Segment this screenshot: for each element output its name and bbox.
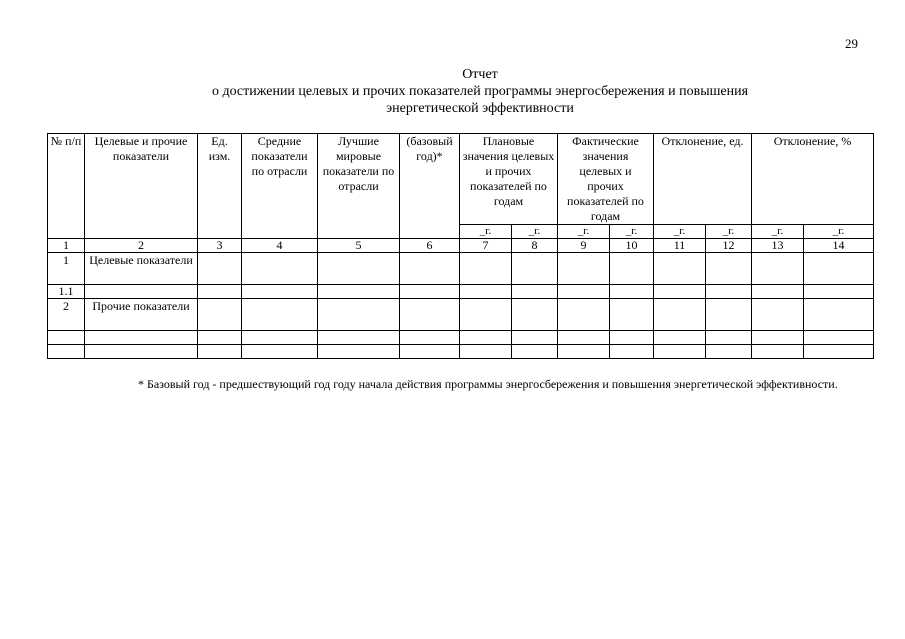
table-cell — [706, 331, 752, 345]
header-indicators: Целевые и прочие показатели — [85, 134, 198, 239]
table-cell — [512, 253, 558, 285]
table-cell — [558, 345, 610, 359]
header-planned-values: Плановые значения целевых и прочих показателей по годам — [460, 134, 558, 225]
year-cell: _г. — [558, 225, 610, 239]
table-cell — [512, 299, 558, 331]
header-num: № п/п — [48, 134, 85, 239]
report-table — [47, 133, 874, 359]
table-cell — [752, 253, 804, 285]
title-line-1: Отчет — [462, 67, 498, 82]
table-cell — [558, 331, 610, 345]
table-cell — [198, 253, 242, 285]
row-name — [85, 345, 198, 359]
table-cell — [610, 331, 654, 345]
year-cell: _г. — [610, 225, 654, 239]
column-number: 3 — [198, 239, 242, 253]
table-cell — [460, 345, 512, 359]
table-cell — [610, 299, 654, 331]
table-cell — [318, 299, 400, 331]
column-number-row — [48, 239, 874, 253]
header-deviation-units: Отклонение, ед. — [654, 134, 752, 225]
table-cell — [512, 285, 558, 299]
table-row — [48, 285, 874, 299]
column-number: 14 — [804, 239, 874, 253]
table-cell — [558, 285, 610, 299]
year-cell: _г. — [804, 225, 874, 239]
header-industry-average: Средние показатели по отрасли — [242, 134, 318, 239]
year-cell: _г. — [752, 225, 804, 239]
year-cell: _г. — [460, 225, 512, 239]
table-row — [48, 345, 874, 359]
column-number: 6 — [400, 239, 460, 253]
row-number — [48, 331, 85, 345]
row-name — [85, 285, 198, 299]
column-number: 8 — [512, 239, 558, 253]
table-cell — [198, 285, 242, 299]
table-cell — [400, 285, 460, 299]
table-cell — [400, 331, 460, 345]
table-cell — [242, 253, 318, 285]
table-cell — [400, 253, 460, 285]
column-number: 2 — [85, 239, 198, 253]
table-cell — [198, 345, 242, 359]
table-cell — [242, 331, 318, 345]
title-line-3: энергетической эффективности — [386, 101, 574, 116]
header-actual-values: Фактические значения целевых и прочих показателей по годам — [558, 134, 654, 225]
table-row — [48, 331, 874, 345]
column-number: 10 — [610, 239, 654, 253]
year-cell: _г. — [512, 225, 558, 239]
table-cell — [460, 253, 512, 285]
header-deviation-percent: Отклонение, % — [752, 134, 874, 225]
table-cell — [460, 299, 512, 331]
row-number: 2 — [48, 299, 85, 331]
header-world-best: Лучшие мировые показатели по отрасли — [318, 134, 400, 239]
table-cell — [654, 331, 706, 345]
header-unit: Ед. изм. — [198, 134, 242, 239]
table-cell — [804, 253, 874, 285]
table-cell — [804, 331, 874, 345]
column-number: 5 — [318, 239, 400, 253]
column-number: 7 — [460, 239, 512, 253]
table-cell — [558, 299, 610, 331]
year-cell: _г. — [706, 225, 752, 239]
table-cell — [654, 253, 706, 285]
table-cell — [654, 345, 706, 359]
column-number: 11 — [654, 239, 706, 253]
title-line-2: о достижении целевых и прочих показателей программы энергосбережения и повышения — [211, 84, 749, 99]
table-cell — [752, 299, 804, 331]
column-number: 13 — [752, 239, 804, 253]
table-cell — [610, 345, 654, 359]
table-cell — [400, 299, 460, 331]
table-cell — [654, 285, 706, 299]
table-row — [48, 253, 874, 285]
table-cell — [706, 299, 752, 331]
table-cell — [706, 285, 752, 299]
table-cell — [752, 285, 804, 299]
table-cell — [318, 345, 400, 359]
column-number: 4 — [242, 239, 318, 253]
table-cell — [242, 345, 318, 359]
table-cell — [804, 285, 874, 299]
row-number: 1.1 — [48, 285, 85, 299]
table-cell — [198, 299, 242, 331]
table-cell — [460, 331, 512, 345]
table-cell — [752, 345, 804, 359]
table-cell — [804, 299, 874, 331]
table-cell — [512, 345, 558, 359]
table-cell — [318, 331, 400, 345]
year-cell: _г. — [654, 225, 706, 239]
row-name — [85, 331, 198, 345]
table-cell — [610, 285, 654, 299]
column-number: 1 — [48, 239, 85, 253]
table-row — [48, 299, 874, 331]
table-cell — [318, 253, 400, 285]
column-number: 9 — [558, 239, 610, 253]
table-cell — [610, 253, 654, 285]
row-number — [48, 345, 85, 359]
row-name: Прочие показатели — [85, 299, 198, 331]
page-number: 29 — [845, 36, 858, 51]
table-cell — [400, 345, 460, 359]
table-cell — [752, 331, 804, 345]
row-name: Целевые показатели — [85, 253, 198, 285]
table-cell — [242, 299, 318, 331]
table-cell — [804, 345, 874, 359]
table-cell — [198, 331, 242, 345]
table-cell — [654, 299, 706, 331]
table-cell — [706, 345, 752, 359]
footnote: * Базовый год - предшествующий год году начала действия программы энергосбережения и повышения энергетической эффективности. — [138, 377, 838, 391]
table-cell — [512, 331, 558, 345]
header-base-year: (базовый год)* — [400, 134, 460, 239]
table-cell — [558, 253, 610, 285]
report-title — [120, 66, 840, 117]
column-number: 12 — [706, 239, 752, 253]
table-cell — [242, 285, 318, 299]
table-cell — [460, 285, 512, 299]
row-number: 1 — [48, 253, 85, 285]
table-cell — [706, 253, 752, 285]
table-cell — [318, 285, 400, 299]
